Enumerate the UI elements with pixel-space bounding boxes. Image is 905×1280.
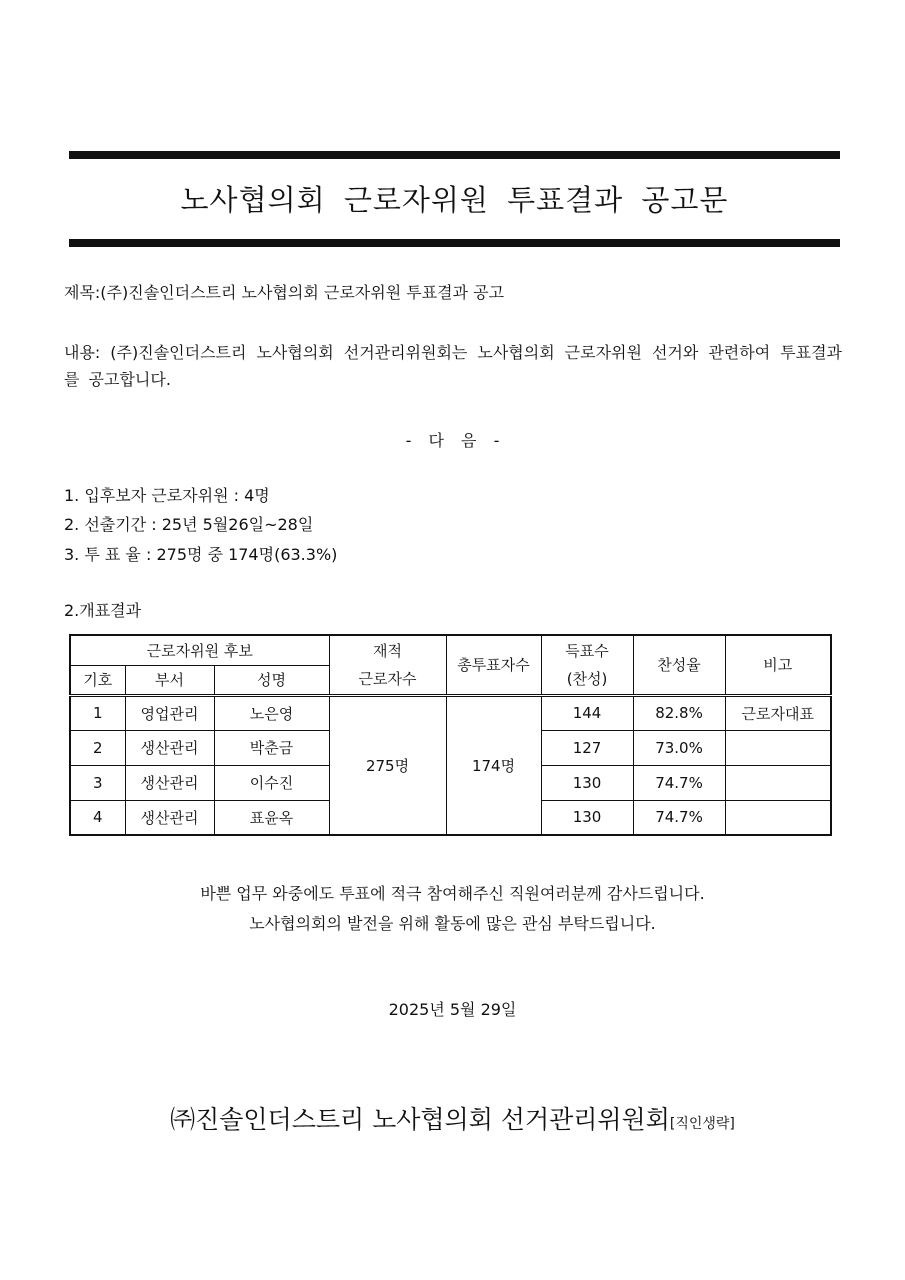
candidate-votes: 130	[541, 800, 633, 835]
candidate-note	[725, 800, 831, 835]
request-line: 노사협의회의 발전을 위해 활동에 많은 관심 부탁드립니다.	[249, 914, 656, 933]
total-voters-header: 총투표자수	[446, 635, 541, 695]
candidate-department: 생산관리	[125, 765, 214, 800]
results-table	[69, 634, 832, 836]
candidate-number: 3	[70, 765, 125, 800]
candidate-note: 근로자대표	[725, 695, 831, 730]
item-period: 2. 선출기간 : 25년 5월26일~28일	[64, 515, 314, 534]
candidate-group-header: 근로자위원 후보	[70, 635, 329, 665]
employees-header	[329, 635, 446, 695]
candidate-number: 1	[70, 695, 125, 730]
candidate-note	[725, 730, 831, 765]
document-title: 노사협의회 근로자위원 투표결과 공고문	[180, 183, 729, 217]
candidate-name: 노은영	[214, 695, 329, 730]
votes-header	[541, 635, 633, 695]
votes-header-line1: 득표수	[565, 641, 609, 660]
candidate-number: 2	[70, 730, 125, 765]
note-header: 비고	[725, 635, 831, 695]
candidate-rate: 82.8%	[633, 695, 725, 730]
candidate-department: 생산관리	[125, 800, 214, 835]
employees-count: 275명	[329, 695, 446, 835]
employees-header-line2: 근로자수	[358, 669, 417, 688]
candidate-votes: 130	[541, 765, 633, 800]
following-label: - 다 음 -	[405, 431, 500, 450]
total-voters-count: 174명	[446, 695, 541, 835]
candidate-name: 표윤옥	[214, 800, 329, 835]
top-divider	[69, 151, 840, 159]
candidate-department: 생산관리	[125, 730, 214, 765]
announcement-date: 2025년 5월 29일	[388, 1000, 517, 1019]
candidate-votes: 144	[541, 695, 633, 730]
candidate-number: 4	[70, 800, 125, 835]
section-title: 2.개표결과	[64, 601, 142, 620]
employees-header-line1: 재적	[373, 641, 403, 660]
subject-line: 제목:(주)진솔인더스트리 노사협의회 근로자위원 투표결과 공고	[64, 283, 505, 302]
votes-header-line2: (찬성)	[566, 669, 608, 688]
table-row	[70, 695, 831, 730]
rate-header: 찬성율	[633, 635, 725, 695]
bottom-divider	[69, 239, 840, 247]
candidate-name: 박춘금	[214, 730, 329, 765]
department-header: 부서	[125, 665, 214, 695]
number-header: 기호	[70, 665, 125, 695]
name-header: 성명	[214, 665, 329, 695]
item-candidates: 1. 입후보자 근로자위원 : 4명	[64, 486, 270, 505]
candidate-name: 이수진	[214, 765, 329, 800]
item-turnout: 3. 투 표 율 : 275명 중 174명(63.3%)	[64, 545, 338, 564]
candidate-rate: 74.7%	[633, 800, 725, 835]
candidate-rate: 73.0%	[633, 730, 725, 765]
candidate-note	[725, 765, 831, 800]
candidate-rate: 74.7%	[633, 765, 725, 800]
candidate-votes: 127	[541, 730, 633, 765]
candidate-department: 영업관리	[125, 695, 214, 730]
content-paragraph: 내용: (주)진솔인더스트리 노사협의회 선거관리위원회는 노사협의회 근로자위원 선거와 관련하여 투표결과를 공고합니다.	[64, 343, 842, 389]
seal-note: [직인생략]	[669, 1116, 735, 1132]
organization-signature	[0, 1100, 905, 1136]
thanks-line: 바쁜 업무 와중에도 투표에 적극 참여해주신 직원여러분께 감사드립니다.	[200, 884, 705, 903]
table-header-row	[70, 635, 831, 665]
organization-name: ㈜진솔인더스트리 노사협의회 선거관리위원회	[170, 1105, 670, 1134]
